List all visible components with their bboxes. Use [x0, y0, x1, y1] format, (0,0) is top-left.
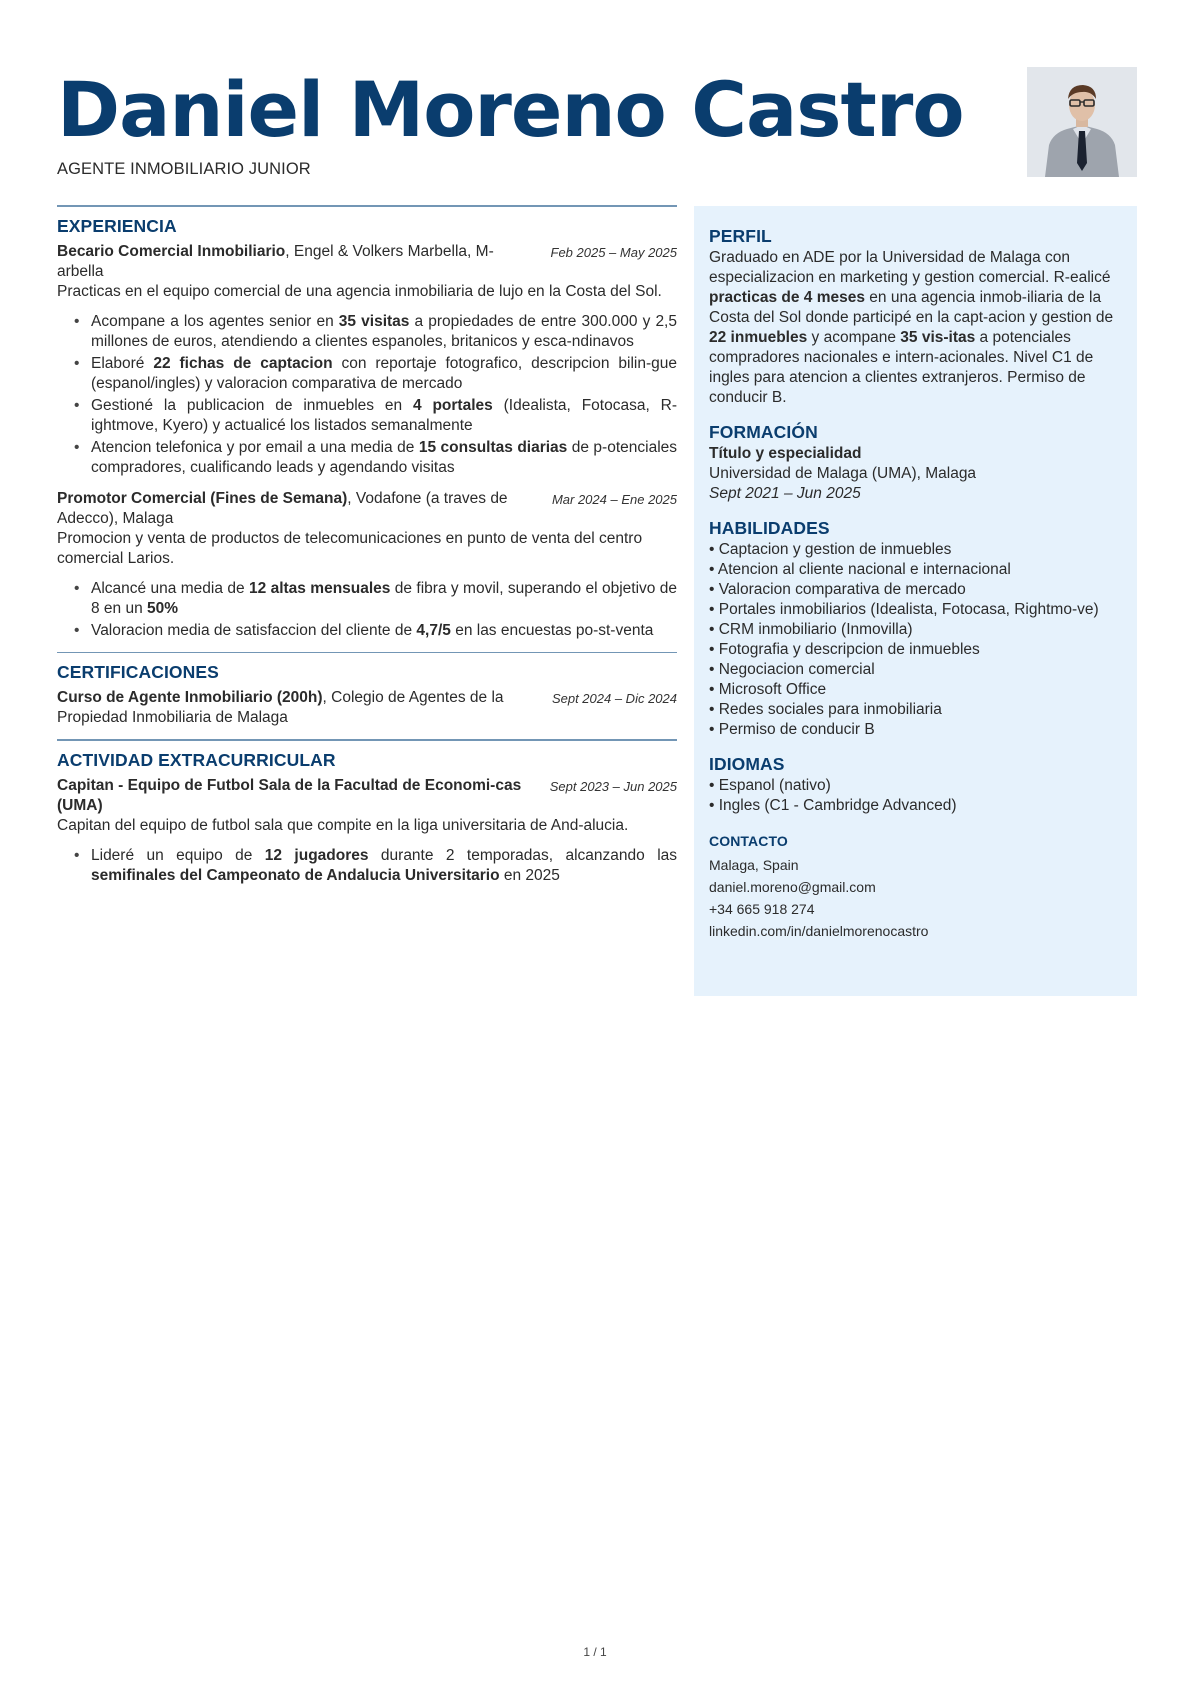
entry-role: Becario Comercial Inmobiliario: [57, 242, 286, 260]
skill-item: • Valoracion comparativa de mercado: [709, 581, 966, 598]
skill-item: • Fotografia y descripcion de inmuebles: [709, 641, 980, 658]
entry-role: Capitan - Equipo de Futbol Sala de la Facultad de Economi-cas (UMA): [57, 776, 522, 814]
extracurricular-entry: [57, 776, 677, 886]
achievement-item: • Alcancé una media de 12 altas mensuales de fibra y movil, superando el objetivo de 8 en un 50%: [91, 579, 677, 619]
profile-summary: Graduado en ADE por la Universidad de Malaga con especializacion en marketing y gestion comercial. R-ealicé practicas de 4 meses en una agencia inmob-iliaria de la Costa del Sol donde participé en la capt-acion y gestion de 22 inmuebles y acompane 35 vis-itas a potenciales compradores nacionales e intern-acionales. Nivel C1 de ingles para atencion a clientes extranjeros. Permiso de conducir B.: [709, 249, 1114, 406]
languages-section: [709, 754, 1121, 816]
person-photo-icon: [1027, 67, 1137, 177]
section-title: IDIOMAS: [709, 754, 785, 774]
language-item: • Ingles (C1 - Cambridge Advanced): [709, 797, 957, 814]
skills-section: [709, 518, 1121, 740]
entry-org: , Engel & Volkers Marbella, M-arbella: [57, 242, 494, 280]
entry-role: Promotor Comercial (Fines de Semana): [57, 489, 348, 507]
skill-item: • Captacion y gestion de inmuebles: [709, 541, 952, 558]
skill-item: • Permiso de conducir B: [709, 721, 875, 738]
entry-date: Sept 2024 – Dic 2024: [551, 691, 677, 706]
profile-section: [709, 226, 1121, 408]
education-section: [709, 422, 1121, 504]
entry-heading: [57, 688, 552, 728]
skill-item: • CRM inmobiliario (Inmovilla): [709, 621, 913, 638]
entry-heading: [57, 489, 552, 529]
section-title: HABILIDADES: [709, 518, 830, 538]
contact-location: Malaga, Spain: [709, 857, 799, 873]
skill-item: • Redes sociales para inmobiliaria: [709, 701, 942, 718]
entry-date: Sept 2023 – Jun 2025: [549, 778, 677, 794]
achievement-list: [57, 579, 677, 641]
entry-heading: [57, 242, 551, 282]
achievement-list: [57, 846, 677, 886]
achievement-item: • Valoracion media de satisfaccion del cliente de 4,7/5 en las encuestas po-st-venta: [91, 621, 677, 641]
skill-item: • Atencion al cliente nacional e internacional: [709, 561, 1011, 578]
experience-entry: [57, 242, 677, 478]
contact-section: [709, 830, 1121, 942]
sidebar: [694, 206, 1137, 996]
entry-description: Practicas en el equipo comercial de una agencia inmobiliaria de lujo en la Costa del Sol.: [57, 282, 662, 300]
section-divider: [57, 739, 677, 741]
entry-org: , Colegio de Agentes de la Propiedad Inmobiliaria de Malaga: [57, 689, 504, 726]
school-name: Universidad de Malaga (UMA), Malaga: [709, 465, 977, 482]
section-title: ACTIVIDAD EXTRACURRICULAR: [57, 749, 336, 770]
entry-description: Capitan del equipo de futbol sala que compite en la liga universitaria de And-alucia.: [57, 816, 629, 834]
experience-entry: [57, 489, 677, 641]
section-title: FORMACIÓN: [709, 422, 818, 442]
skill-item: • Portales inmobiliarios (Idealista, Fotocasa, Rightmo-ve): [709, 601, 1099, 618]
main-column: [57, 205, 677, 897]
skill-item: • Microsoft Office: [709, 681, 827, 698]
section-title: PERFIL: [709, 226, 772, 246]
section-divider: [57, 652, 677, 654]
page-indicator: 1 / 1: [583, 1645, 607, 1659]
extracurricular-section: [57, 750, 677, 886]
section-divider: [57, 205, 677, 207]
entry-date: Feb 2025 – May 2025: [550, 244, 677, 260]
experience-section: [57, 216, 677, 641]
contact-phone[interactable]: +34 665 918 274: [709, 901, 815, 917]
education-date: Sept 2021 – Jun 2025: [709, 485, 861, 502]
skill-item: • Negociacion comercial: [709, 661, 875, 678]
entry-role: Curso de Agente Inmobiliario (200h): [57, 689, 323, 706]
achievement-list: [57, 312, 677, 478]
section-title: CONTACTO: [709, 833, 788, 849]
achievement-item: • Lideré un equipo de 12 jugadores durante 2 temporadas, alcanzando las semifinales del Campeonato de Andalucia Universitario en 2025: [91, 846, 677, 886]
certifications-section: [57, 662, 677, 728]
entry-org: , Vodafone (a traves de Adecco), Malaga: [57, 489, 508, 527]
candidate-name: Daniel Moreno Castro: [57, 65, 964, 154]
certification-entry: [57, 688, 677, 728]
achievement-item: • Acompane a los agentes senior en 35 visitas a propiedades de entre 300.000 y 2,5 millones de euros, atendiendo a clientes espanoles, britanicos y esca-ndinavos: [91, 312, 677, 352]
contact-email[interactable]: daniel.moreno@gmail.com: [709, 879, 876, 895]
contact-linkedin[interactable]: linkedin.com/in/danielmorenocastro: [709, 923, 929, 939]
section-title: EXPERIENCIA: [57, 215, 177, 236]
degree-title: Título y especialidad: [709, 445, 862, 462]
entry-description: Promocion y venta de productos de telecomunicaciones en punto de venta del centro comercial Larios.: [57, 529, 643, 567]
achievement-item: • Gestioné la publicacion de inmuebles en 4 portales (Idealista, Fotocasa, R-ightmove, Kyero) y actualicé los listados semanalmente: [91, 396, 677, 436]
profile-photo: [1027, 67, 1137, 177]
job-title: AGENTE INMOBILIARIO JUNIOR: [57, 160, 311, 178]
language-item: • Espanol (nativo): [709, 777, 831, 794]
achievement-item: • Atencion telefonica y por email a una media de 15 consultas diarias de p-otenciales compradores, cualificando leads y agendando visitas: [91, 438, 677, 478]
achievement-item: • Elaboré 22 fichas de captacion con reportaje fotografico, descripcion bilin-gue (espanol/ingles) y valoracion comparativa de mercado: [91, 354, 677, 394]
entry-date: Mar 2024 – Ene 2025: [551, 491, 677, 507]
section-title: CERTIFICACIONES: [57, 662, 219, 682]
